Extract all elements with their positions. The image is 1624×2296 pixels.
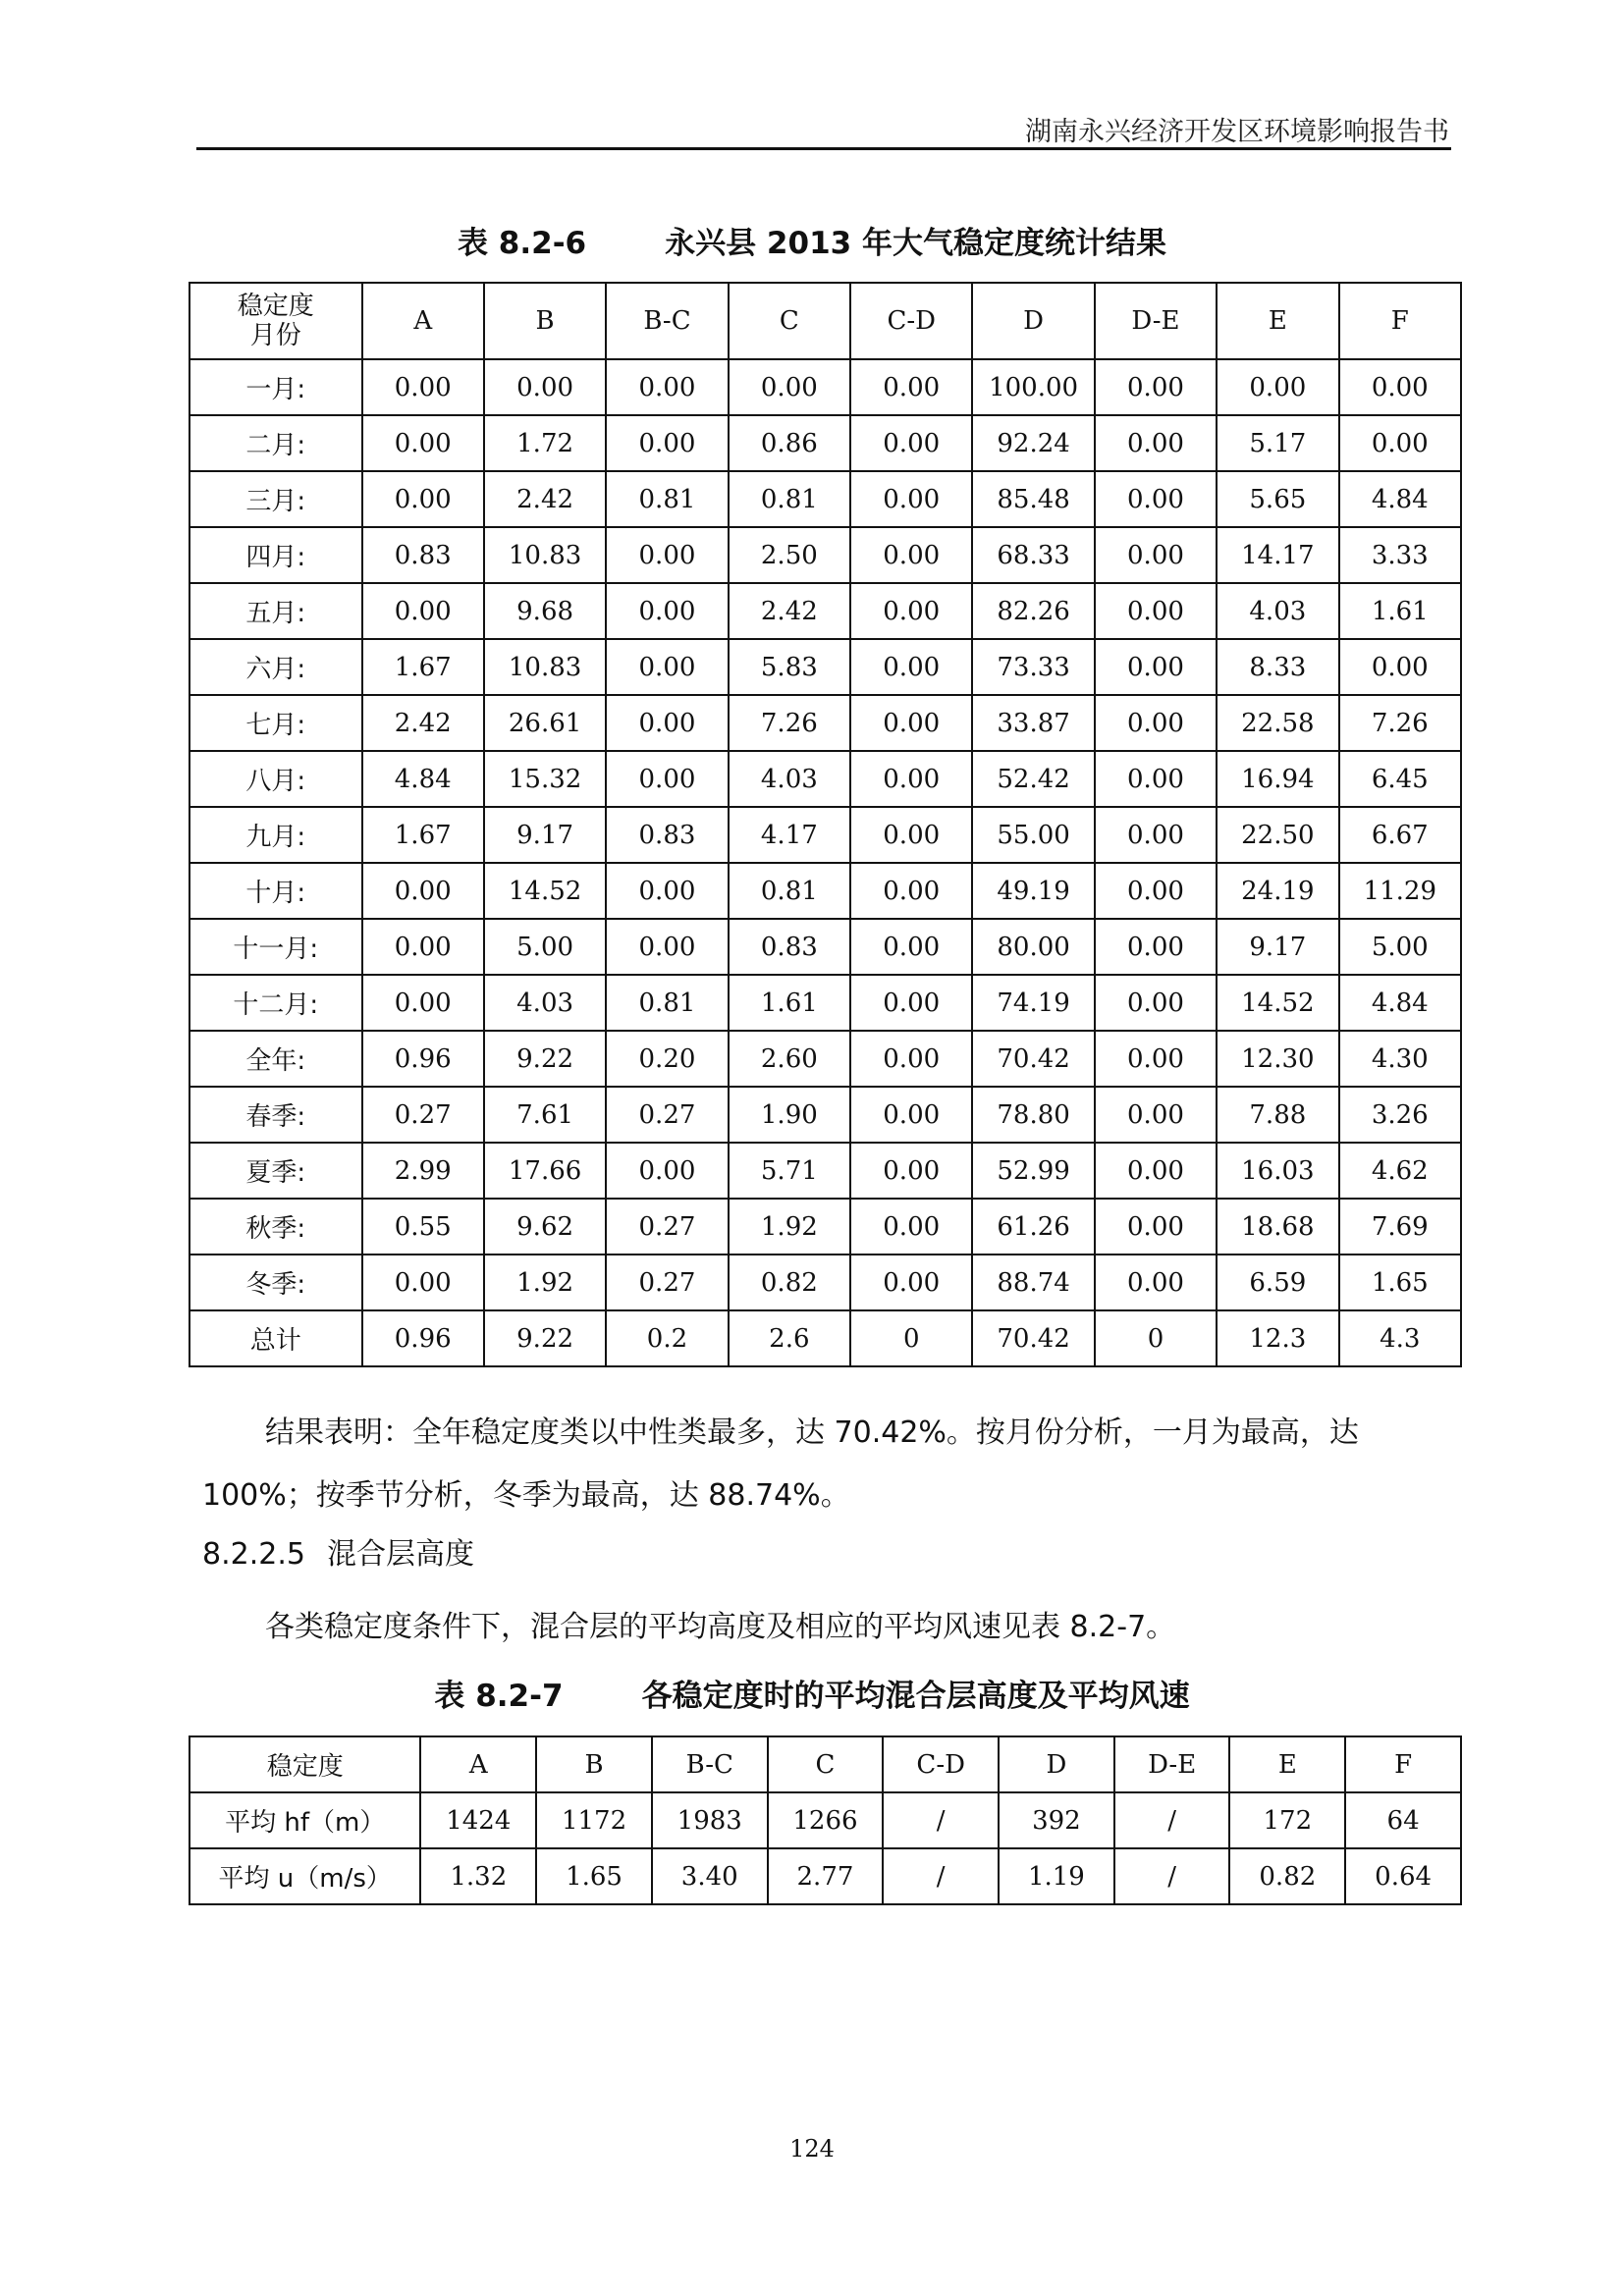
section-title: 混合层高度 — [326, 1537, 474, 1572]
table-cell: 7.61 — [484, 1087, 606, 1143]
table-cell: 6.67 — [1339, 807, 1461, 863]
table-cell: 1.90 — [729, 1087, 850, 1143]
column-header: C — [729, 283, 850, 359]
table-cell: 0.81 — [606, 975, 728, 1031]
table-cell: 1.19 — [999, 1848, 1114, 1904]
table-cell: 12.30 — [1217, 1031, 1338, 1087]
table-cell: 0.00 — [606, 863, 728, 919]
column-header: D-E — [1114, 1736, 1230, 1792]
table-cell: 82.26 — [972, 583, 1094, 639]
table-cell: 0.81 — [729, 471, 850, 527]
table-cell: 0.27 — [606, 1255, 728, 1310]
column-header: F — [1339, 283, 1461, 359]
table-cell: 10.83 — [484, 639, 606, 695]
table-cell: 1.61 — [729, 975, 850, 1031]
table-cell: 2.42 — [729, 583, 850, 639]
table-cell: 1.65 — [536, 1848, 652, 1904]
table-row — [189, 471, 1461, 527]
table-cell: 0.83 — [606, 807, 728, 863]
table-cell: 2.42 — [362, 695, 484, 751]
table-row — [189, 415, 1461, 471]
table-cell: 0.00 — [1095, 415, 1217, 471]
table1-caption-title: 永兴县 2013 年大气稳定度统计结果 — [665, 226, 1167, 261]
table-cell: 74.19 — [972, 975, 1094, 1031]
column-header: D — [972, 283, 1094, 359]
table-cell: 0.00 — [606, 359, 728, 415]
column-header: C-D — [850, 283, 972, 359]
table-cell: 3.33 — [1339, 527, 1461, 583]
column-header: A — [362, 283, 484, 359]
table-row — [189, 1143, 1461, 1199]
table-cell: 80.00 — [972, 919, 1094, 975]
table-cell: 0.00 — [850, 807, 972, 863]
table-row — [189, 359, 1461, 415]
table-cell: 1.65 — [1339, 1255, 1461, 1310]
table-cell: 4.62 — [1339, 1143, 1461, 1199]
table-cell: 18.68 — [1217, 1199, 1338, 1255]
table-row — [189, 695, 1461, 751]
table-cell: 1.72 — [484, 415, 606, 471]
row-label-cell: 总计 — [189, 1310, 362, 1366]
table-cell: 0.00 — [1095, 975, 1217, 1031]
table-cell: 0.00 — [850, 975, 972, 1031]
row-label-cell: 四月: — [189, 527, 362, 583]
table-row — [189, 1087, 1461, 1143]
table-row — [189, 527, 1461, 583]
table-cell: 0.00 — [850, 1143, 972, 1199]
table-row — [189, 751, 1461, 807]
table-cell: 16.03 — [1217, 1143, 1338, 1199]
table-cell: 0.00 — [362, 1255, 484, 1310]
table-cell: 0.00 — [1095, 1143, 1217, 1199]
row-label-cell: 十一月: — [189, 919, 362, 975]
table-row — [189, 1310, 1461, 1366]
table-cell: 4.84 — [1339, 471, 1461, 527]
column-header: D-E — [1095, 283, 1217, 359]
table-cell: 0.00 — [1095, 1255, 1217, 1310]
table-cell: 73.33 — [972, 639, 1094, 695]
table-cell: 0.86 — [729, 415, 850, 471]
table-cell: 1424 — [420, 1792, 536, 1848]
table-cell: 52.99 — [972, 1143, 1094, 1199]
table-cell: 0.00 — [362, 863, 484, 919]
table-cell: 0.64 — [1345, 1848, 1461, 1904]
table-cell: 4.30 — [1339, 1031, 1461, 1087]
table-cell: 0.00 — [1095, 639, 1217, 695]
table-cell: 2.99 — [362, 1143, 484, 1199]
table-cell: / — [1114, 1792, 1230, 1848]
table-cell: 0.00 — [850, 639, 972, 695]
column-header: E — [1229, 1736, 1345, 1792]
table-cell: 0.00 — [850, 527, 972, 583]
row-label-cell: 十二月: — [189, 975, 362, 1031]
table-cell: 14.17 — [1217, 527, 1338, 583]
table-cell: 2.42 — [484, 471, 606, 527]
row-label-cell: 九月: — [189, 807, 362, 863]
table1-caption-number: 表 8.2-6 — [457, 226, 587, 261]
table-cell: 70.42 — [972, 1310, 1094, 1366]
table-cell: 0.96 — [362, 1031, 484, 1087]
table-cell: 0.00 — [1217, 359, 1338, 415]
table-cell: 6.59 — [1217, 1255, 1338, 1310]
table-cell: 1.61 — [1339, 583, 1461, 639]
row-label-cell: 夏季: — [189, 1143, 362, 1199]
table-cell: 0.00 — [1095, 471, 1217, 527]
table-cell: 0.00 — [1095, 863, 1217, 919]
table-cell: 61.26 — [972, 1199, 1094, 1255]
result-paragraph: 结果表明：全年稳定度类以中性类最多，达 70.42%。按月份分析，一月为最高，达 100%；按季节分析，冬季为最高，达 88.74%。 — [202, 1415, 1359, 1513]
table-cell: 0.00 — [1339, 415, 1461, 471]
row-label-cell: 二月: — [189, 415, 362, 471]
table-cell: 2.77 — [768, 1848, 884, 1904]
row-label-cell: 全年: — [189, 1031, 362, 1087]
table-row — [189, 1199, 1461, 1255]
table-cell: 4.17 — [729, 807, 850, 863]
table-row — [189, 1848, 1461, 1904]
table-cell: 0.00 — [850, 919, 972, 975]
table-cell: 1.67 — [362, 639, 484, 695]
table-cell: 5.00 — [1339, 919, 1461, 975]
header-label-cell: 稳定度 — [189, 1736, 420, 1792]
table-cell: 7.88 — [1217, 1087, 1338, 1143]
row-label-cell: 春季: — [189, 1087, 362, 1143]
table-cell: 3.40 — [652, 1848, 768, 1904]
table-cell: 0.00 — [1095, 1031, 1217, 1087]
table-cell: 70.42 — [972, 1031, 1094, 1087]
table-cell: 8.33 — [1217, 639, 1338, 695]
column-header: A — [420, 1736, 536, 1792]
table-cell: 0.27 — [606, 1087, 728, 1143]
table-cell: / — [883, 1792, 999, 1848]
table-cell: 9.17 — [484, 807, 606, 863]
table-cell: 0.00 — [850, 583, 972, 639]
table-cell: 0.00 — [850, 415, 972, 471]
table-cell: 4.3 — [1339, 1310, 1461, 1366]
table-cell: 0.00 — [850, 751, 972, 807]
row-label-cell: 十月: — [189, 863, 362, 919]
table-header-row — [189, 283, 1461, 359]
table-cell: 5.83 — [729, 639, 850, 695]
row-label-cell: 平均 u（m/s） — [189, 1848, 420, 1904]
table-cell: 2.60 — [729, 1031, 850, 1087]
header-rule — [196, 147, 1451, 150]
table-cell: 12.3 — [1217, 1310, 1338, 1366]
table-cell: 0.00 — [1095, 359, 1217, 415]
table-cell: 1.67 — [362, 807, 484, 863]
table-cell: 4.03 — [729, 751, 850, 807]
table-cell: 1.92 — [484, 1255, 606, 1310]
section-heading — [202, 1529, 474, 1573]
table-cell: 1.32 — [420, 1848, 536, 1904]
table-row — [189, 639, 1461, 695]
table-cell: 0.82 — [1229, 1848, 1345, 1904]
column-header: D — [999, 1736, 1114, 1792]
row-label-cell: 六月: — [189, 639, 362, 695]
table-cell: 0.00 — [362, 583, 484, 639]
table-cell: 0.00 — [1095, 1199, 1217, 1255]
table-cell: 15.32 — [484, 751, 606, 807]
row-label-cell: 七月: — [189, 695, 362, 751]
table-cell: 392 — [999, 1792, 1114, 1848]
table1-caption — [0, 218, 1624, 262]
table-cell: 0.00 — [1339, 639, 1461, 695]
column-header: C — [768, 1736, 884, 1792]
table-cell: 11.29 — [1339, 863, 1461, 919]
row-label-cell: 五月: — [189, 583, 362, 639]
row-label-cell: 平均 hf（m） — [189, 1792, 420, 1848]
intro-paragraph: 各类稳定度条件下，混合层的平均高度及相应的平均风速见表 8.2-7。 — [265, 1610, 1176, 1644]
table-cell: 5.71 — [729, 1143, 850, 1199]
table-cell: 0.27 — [606, 1199, 728, 1255]
table-cell: 2.6 — [729, 1310, 850, 1366]
table-row — [189, 863, 1461, 919]
mixing-height-table — [189, 1735, 1462, 1905]
row-label-cell: 秋季: — [189, 1199, 362, 1255]
table-cell: 0.96 — [362, 1310, 484, 1366]
column-header: B-C — [652, 1736, 768, 1792]
table-cell: 0.00 — [1095, 807, 1217, 863]
table-corner-cell — [189, 283, 362, 359]
column-header: B — [484, 283, 606, 359]
table-cell: 10.83 — [484, 527, 606, 583]
table-cell: 0.00 — [1095, 695, 1217, 751]
table-cell: 92.24 — [972, 415, 1094, 471]
table-cell: 0.00 — [484, 359, 606, 415]
section-number: 8.2.2.5 — [202, 1537, 305, 1572]
table-cell: 0.81 — [729, 863, 850, 919]
table-cell: 6.45 — [1339, 751, 1461, 807]
row-label-cell: 八月: — [189, 751, 362, 807]
table-cell: 0.00 — [362, 975, 484, 1031]
column-header: E — [1217, 283, 1338, 359]
table-cell: 9.17 — [1217, 919, 1338, 975]
table-cell: / — [1114, 1848, 1230, 1904]
table-row — [189, 1255, 1461, 1310]
table-cell: 0.00 — [606, 751, 728, 807]
table-row — [189, 807, 1461, 863]
column-header: C-D — [883, 1736, 999, 1792]
table-cell: 5.00 — [484, 919, 606, 975]
table-row — [189, 975, 1461, 1031]
table-cell: 0.2 — [606, 1310, 728, 1366]
table-cell: 1172 — [536, 1792, 652, 1848]
table-cell: 0.00 — [1095, 1087, 1217, 1143]
table-cell: 0.82 — [729, 1255, 850, 1310]
table-cell: 0.00 — [606, 583, 728, 639]
table-cell: 7.26 — [1339, 695, 1461, 751]
table-cell: 0.00 — [850, 1031, 972, 1087]
table-cell: 88.74 — [972, 1255, 1094, 1310]
table-cell: 7.26 — [729, 695, 850, 751]
table-cell: 9.22 — [484, 1310, 606, 1366]
table-cell: 0 — [850, 1310, 972, 1366]
table-header-row — [189, 1736, 1461, 1792]
table-row — [189, 583, 1461, 639]
table-cell: 0.00 — [1095, 583, 1217, 639]
table-cell: 0.00 — [362, 919, 484, 975]
table-cell: 9.68 — [484, 583, 606, 639]
table-cell: 1983 — [652, 1792, 768, 1848]
table-cell: 4.84 — [362, 751, 484, 807]
table-cell: 26.61 — [484, 695, 606, 751]
header-title: 湖南永兴经济开发区环境影响报告书 — [1025, 117, 1449, 147]
table-cell: 0.00 — [362, 359, 484, 415]
table-cell: 0.00 — [850, 471, 972, 527]
table-cell: / — [883, 1848, 999, 1904]
page-number: 124 — [789, 2135, 835, 2163]
table-cell: 0.00 — [850, 359, 972, 415]
table-cell: 33.87 — [972, 695, 1094, 751]
table-cell: 0.00 — [729, 359, 850, 415]
table-cell: 9.22 — [484, 1031, 606, 1087]
row-label-cell: 一月: — [189, 359, 362, 415]
table-row — [189, 1792, 1461, 1848]
table-cell: 9.62 — [484, 1199, 606, 1255]
table-cell: 5.17 — [1217, 415, 1338, 471]
table-cell: 0.00 — [1095, 527, 1217, 583]
table-cell: 2.50 — [729, 527, 850, 583]
table-cell: 7.69 — [1339, 1199, 1461, 1255]
table-cell: 22.58 — [1217, 695, 1338, 751]
table-cell: 0.00 — [850, 863, 972, 919]
table-cell: 0.00 — [1095, 751, 1217, 807]
stability-table — [189, 282, 1462, 1367]
table-cell: 0.00 — [606, 1143, 728, 1199]
table-cell: 0.00 — [1095, 919, 1217, 975]
table-cell: 4.84 — [1339, 975, 1461, 1031]
table-cell: 4.03 — [484, 975, 606, 1031]
column-header: B — [536, 1736, 652, 1792]
table-cell: 0.00 — [850, 1087, 972, 1143]
table-cell: 0.00 — [850, 1255, 972, 1310]
table-cell: 0.81 — [606, 471, 728, 527]
table-cell: 0.55 — [362, 1199, 484, 1255]
table2-caption-title: 各稳定度时的平均混合层高度及平均风速 — [641, 1679, 1190, 1714]
table-row — [189, 1031, 1461, 1087]
table-cell: 17.66 — [484, 1143, 606, 1199]
table-cell: 1266 — [768, 1792, 884, 1848]
table-cell: 22.50 — [1217, 807, 1338, 863]
table-cell: 100.00 — [972, 359, 1094, 415]
table-cell: 85.48 — [972, 471, 1094, 527]
table-cell: 52.42 — [972, 751, 1094, 807]
table-cell: 0.00 — [850, 695, 972, 751]
table-cell: 64 — [1345, 1792, 1461, 1848]
table-cell: 4.03 — [1217, 583, 1338, 639]
table-cell: 16.94 — [1217, 751, 1338, 807]
table-cell: 68.33 — [972, 527, 1094, 583]
table-cell: 0 — [1095, 1310, 1217, 1366]
table-cell: 14.52 — [484, 863, 606, 919]
table-cell: 78.80 — [972, 1087, 1094, 1143]
table-cell: 0.83 — [729, 919, 850, 975]
row-label-cell: 冬季: — [189, 1255, 362, 1310]
table-cell: 5.65 — [1217, 471, 1338, 527]
table-cell: 0.00 — [362, 471, 484, 527]
table-cell: 3.26 — [1339, 1087, 1461, 1143]
table-cell: 14.52 — [1217, 975, 1338, 1031]
table-cell: 172 — [1229, 1792, 1345, 1848]
table-cell: 0.00 — [850, 1199, 972, 1255]
table-cell: 24.19 — [1217, 863, 1338, 919]
table-cell: 0.00 — [362, 415, 484, 471]
table2-caption-number: 表 8.2-7 — [434, 1679, 564, 1714]
table-cell: 0.83 — [362, 527, 484, 583]
table-row — [189, 919, 1461, 975]
table-cell: 0.00 — [606, 695, 728, 751]
table-cell: 0.00 — [606, 639, 728, 695]
table-cell: 0.27 — [362, 1087, 484, 1143]
corner-bottom-label: 月份 — [249, 321, 301, 350]
column-header: B-C — [606, 283, 728, 359]
table2-caption — [0, 1671, 1624, 1715]
table-cell: 0.00 — [606, 527, 728, 583]
table-cell: 1.92 — [729, 1199, 850, 1255]
table-cell: 0.20 — [606, 1031, 728, 1087]
column-header: F — [1345, 1736, 1461, 1792]
table-cell: 49.19 — [972, 863, 1094, 919]
table-cell: 0.00 — [1339, 359, 1461, 415]
table-cell: 55.00 — [972, 807, 1094, 863]
corner-top-label: 稳定度 — [237, 292, 314, 321]
row-label-cell: 三月: — [189, 471, 362, 527]
table-cell: 0.00 — [606, 415, 728, 471]
table-cell: 0.00 — [606, 919, 728, 975]
